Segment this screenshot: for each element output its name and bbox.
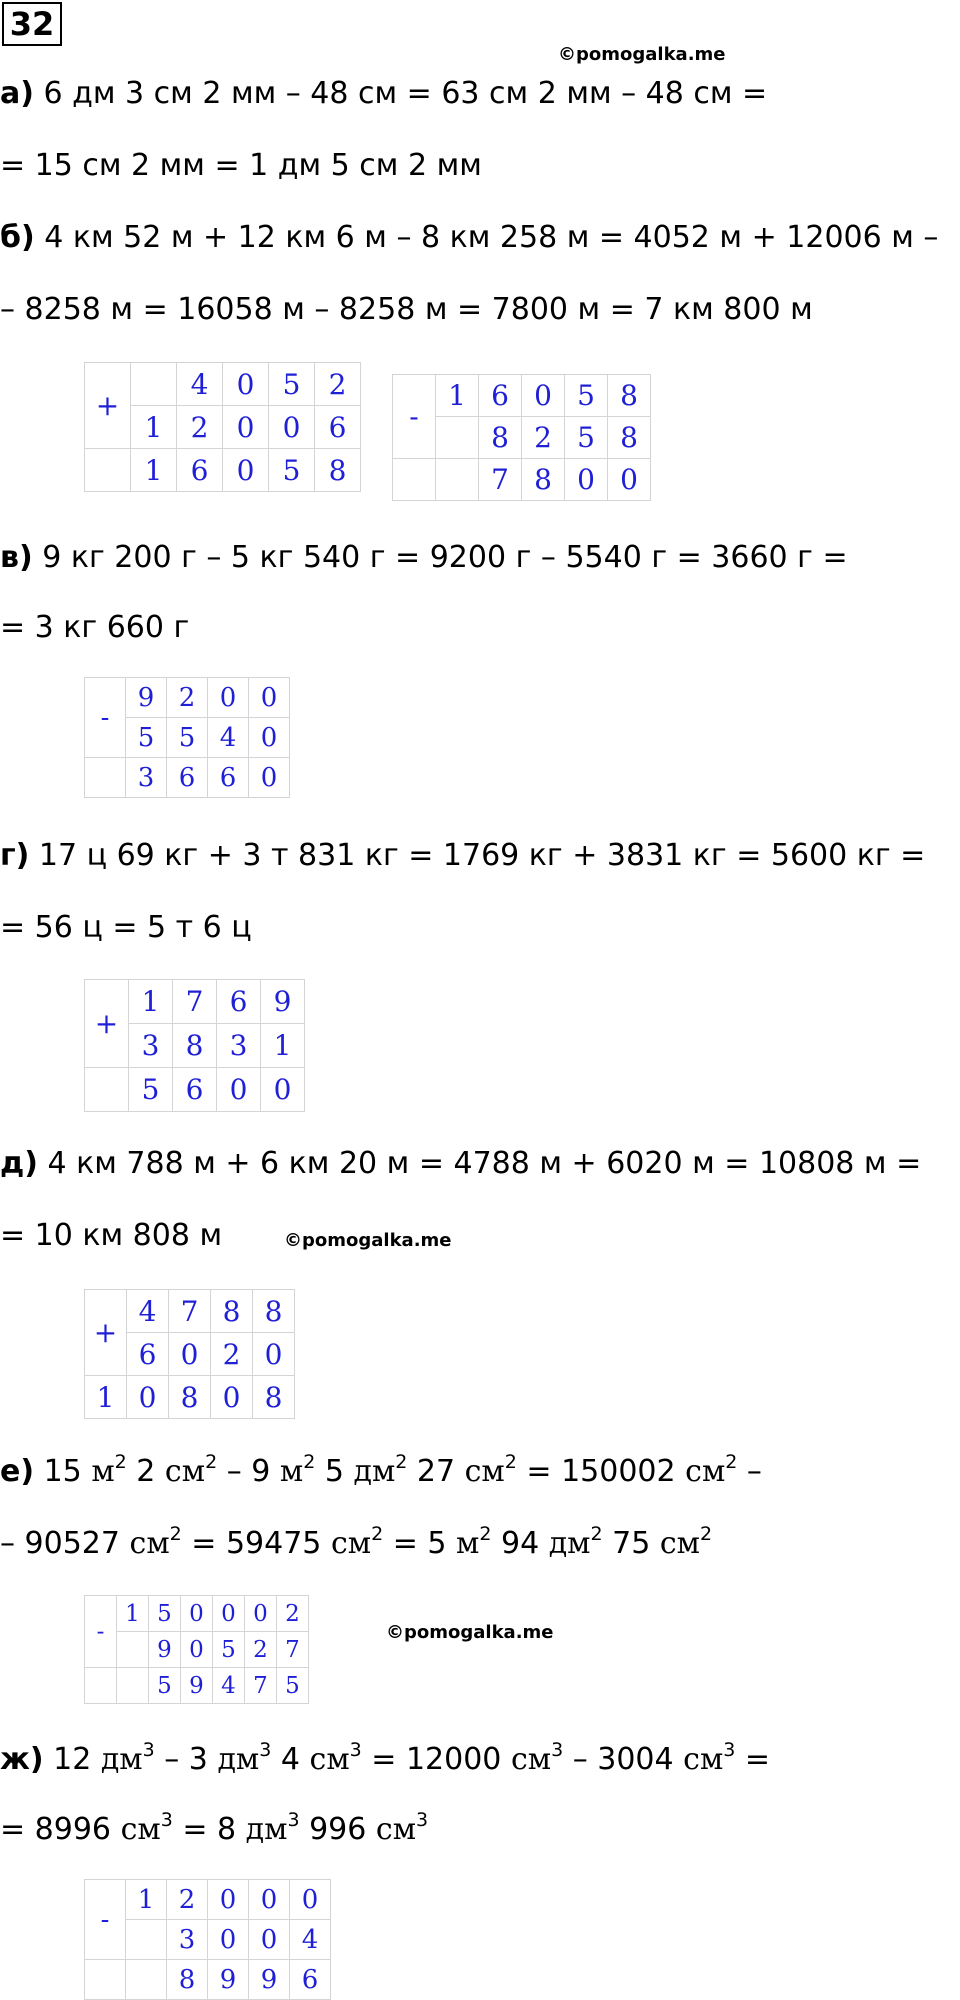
digit-cell: 0 (249, 758, 290, 798)
column-calc-addition-d (84, 1289, 295, 1419)
digit-cell: 0 (249, 678, 290, 718)
digit-cell: 9 (249, 1960, 290, 2000)
expression: – 8258 м = 16058 м – 8258 м = 7800 м = 7 км 800 м (0, 292, 813, 327)
digit-cell: 7 (245, 1668, 277, 1704)
expression: = 3 кг 660 г (0, 610, 190, 645)
operand-row (85, 980, 305, 1024)
result-row (85, 1668, 309, 1704)
digit-cell: 0 (522, 375, 565, 417)
expression: 9 кг 200 г – 5 кг 540 г = 9200 г – 5540 г = 3660 г = (32, 540, 848, 575)
digit-cell (126, 1960, 167, 2000)
column-calc-addition-b (84, 362, 361, 492)
expression: 75 (602, 1526, 660, 1561)
digit-cell (85, 449, 131, 492)
operator-sign: + (85, 980, 129, 1068)
unit: см (309, 1742, 350, 1777)
digit-cell: 6 (217, 980, 261, 1024)
part-d-line2 (0, 1216, 222, 1256)
digit-cell: 5 (213, 1632, 245, 1668)
operator-sign: + (85, 363, 131, 449)
unit: м (91, 1454, 115, 1489)
part-v-line1 (0, 538, 848, 578)
expression: 2 (126, 1454, 165, 1489)
digit-cell: 2 (211, 1333, 253, 1376)
digit-cell (131, 363, 177, 406)
digit-cell: 1 (436, 375, 479, 417)
expression: 94 (491, 1526, 549, 1561)
operand-row (85, 1290, 295, 1333)
exponent: 2 (114, 1451, 127, 1473)
part-label: ж) (0, 1742, 44, 1777)
digit-cell (436, 459, 479, 501)
digit-cell: 7 (277, 1632, 309, 1668)
digit-cell: 6 (127, 1333, 169, 1376)
operand-row (85, 363, 361, 406)
digit-cell: 0 (211, 1376, 253, 1419)
part-a-line2 (0, 146, 482, 186)
watermark: ©pomogalka.me (284, 1230, 452, 1251)
expression: – (737, 1454, 762, 1489)
digit-cell: 6 (315, 406, 361, 449)
exponent: 2 (371, 1523, 384, 1545)
expression: – 3 (154, 1742, 218, 1777)
exponent: 3 (259, 1739, 272, 1761)
part-b-line1 (0, 218, 938, 258)
exponent: 3 (287, 1809, 300, 1831)
digit-cell (436, 417, 479, 459)
digit-cell: 8 (167, 1960, 208, 2000)
digit-cell: 5 (565, 375, 608, 417)
digit-cell: 3 (129, 1024, 173, 1068)
part-zh-line2 (0, 1810, 428, 1850)
expression: 996 (299, 1812, 376, 1847)
unit: дм (100, 1742, 143, 1777)
expression: = 12000 (361, 1742, 511, 1777)
digit-cell: 8 (479, 417, 522, 459)
digit-cell: 8 (608, 375, 651, 417)
part-label: е) (0, 1454, 35, 1489)
digit-cell: 5 (269, 363, 315, 406)
digit-cell: 3 (217, 1024, 261, 1068)
digit-cell: 4 (127, 1290, 169, 1333)
result-row (85, 449, 361, 492)
expression: = (735, 1742, 771, 1777)
digit-cell: 0 (169, 1333, 211, 1376)
digit-cell: 0 (223, 449, 269, 492)
part-label: в) (0, 540, 33, 575)
digit-cell: 0 (565, 459, 608, 501)
digit-cell: 5 (149, 1596, 181, 1632)
digit-cell: 8 (608, 417, 651, 459)
exponent: 3 (551, 1739, 564, 1761)
expression: 17 ц 69 кг + 3 т 831 кг = 1769 кг + 3831 кг = 5600 кг = (29, 838, 926, 873)
exponent: 2 (590, 1523, 603, 1545)
part-label: д) (0, 1146, 38, 1181)
result-row (85, 1068, 305, 1112)
exponent: 2 (479, 1523, 492, 1545)
unit: см (464, 1454, 505, 1489)
part-g-line2 (0, 908, 252, 948)
digit-cell: 2 (167, 678, 208, 718)
expression: 4 км 788 м + 6 км 20 м = 4788 м + 6020 м = 10808 м = (37, 1146, 922, 1181)
unit: см (164, 1454, 206, 1489)
watermark: ©pomogalka.me (558, 44, 726, 65)
digit-cell: 1 (131, 449, 177, 492)
digit-cell: 2 (277, 1596, 309, 1632)
exponent: 2 (303, 1451, 316, 1473)
digit-cell: 8 (169, 1376, 211, 1419)
digit-cell: 1 (131, 406, 177, 449)
unit: см (129, 1526, 170, 1561)
unit: см (659, 1526, 700, 1561)
exponent: 2 (205, 1451, 218, 1473)
digit-cell: 6 (177, 449, 223, 492)
digit-cell: 4 (208, 718, 249, 758)
digit-cell: 0 (253, 1333, 295, 1376)
digit-cell: 0 (290, 1880, 331, 1920)
digit-cell: 0 (269, 406, 315, 449)
digit-cell (117, 1632, 149, 1668)
expression: = 8996 (0, 1812, 121, 1847)
operator-sign: - (85, 1596, 117, 1668)
exercise-number: 32 (2, 2, 62, 46)
digit-cell (85, 758, 126, 798)
digit-cell: 0 (208, 1880, 249, 1920)
expression: = 56 ц = 5 т 6 ц (0, 910, 252, 945)
digit-cell: 9 (126, 678, 167, 718)
unit: дм (548, 1526, 591, 1561)
part-b-line2 (0, 290, 813, 330)
result-row (393, 459, 651, 501)
exponent: 3 (349, 1739, 362, 1761)
digit-cell: 6 (208, 758, 249, 798)
digit-cell: 1 (85, 1376, 127, 1419)
part-e-line2 (0, 1524, 712, 1564)
digit-cell: 5 (565, 417, 608, 459)
unit: см (375, 1812, 417, 1847)
digit-cell: 0 (223, 406, 269, 449)
digit-cell: 2 (245, 1632, 277, 1668)
column-calc-subtraction-v (84, 677, 290, 798)
digit-cell: 0 (127, 1376, 169, 1419)
digit-cell: 0 (208, 678, 249, 718)
unit: см (120, 1812, 161, 1847)
digit-cell (85, 1668, 117, 1704)
digit-cell: 2 (522, 417, 565, 459)
unit: дм (217, 1742, 260, 1777)
unit: см (510, 1742, 552, 1777)
unit: дм (353, 1454, 396, 1489)
expression: 12 (43, 1742, 101, 1777)
unit: см (685, 1454, 726, 1489)
part-d-line1 (0, 1144, 921, 1184)
digit-cell: 8 (211, 1290, 253, 1333)
operator-sign: + (85, 1290, 127, 1376)
expression: = 59475 (181, 1526, 331, 1561)
digit-cell: 2 (315, 363, 361, 406)
column-calc-subtraction-e (84, 1595, 309, 1704)
digit-cell: 9 (208, 1960, 249, 2000)
part-label: а) (0, 76, 34, 111)
column-calc-addition-g (84, 979, 305, 1112)
digit-cell: 4 (177, 363, 223, 406)
digit-cell: 7 (173, 980, 217, 1024)
exponent: 3 (416, 1809, 429, 1831)
result-row (85, 1960, 331, 2000)
operand-row (393, 375, 651, 417)
digit-cell (85, 1068, 129, 1112)
exponent: 2 (395, 1451, 408, 1473)
digit-cell: 0 (181, 1596, 213, 1632)
digit-cell (85, 1960, 126, 2000)
digit-cell: 9 (181, 1668, 213, 1704)
operator-sign: - (393, 375, 436, 459)
expression: = 10 км 808 м (0, 1218, 223, 1253)
operator-sign: - (85, 678, 126, 758)
part-v-line2 (0, 608, 189, 648)
digit-cell: 8 (173, 1024, 217, 1068)
expression: – 3004 (563, 1742, 684, 1777)
operator-sign: - (85, 1880, 126, 1960)
exponent: 2 (725, 1451, 738, 1473)
digit-cell: 7 (479, 459, 522, 501)
result-row (85, 1376, 295, 1419)
part-zh-line1 (0, 1740, 770, 1780)
digit-cell: 6 (167, 758, 208, 798)
exponent: 3 (142, 1739, 155, 1761)
expression: 4 (271, 1742, 310, 1777)
digit-cell (126, 1920, 167, 1960)
digit-cell: 5 (129, 1068, 173, 1112)
digit-cell: 6 (173, 1068, 217, 1112)
digit-cell: 8 (315, 449, 361, 492)
digit-cell: 4 (290, 1920, 331, 1960)
expression: 6 дм 3 см 2 мм – 48 см = 63 см 2 мм – 48 см = (33, 76, 768, 111)
digit-cell: 3 (167, 1920, 208, 1960)
part-label: б) (0, 220, 35, 255)
digit-cell: 1 (117, 1596, 149, 1632)
digit-cell: 6 (479, 375, 522, 417)
digit-cell (117, 1668, 149, 1704)
digit-cell: 0 (249, 718, 290, 758)
digit-cell: 9 (261, 980, 305, 1024)
digit-cell: 8 (522, 459, 565, 501)
digit-cell: 0 (223, 363, 269, 406)
column-calc-subtraction-b (392, 374, 651, 501)
digit-cell: 8 (253, 1376, 295, 1419)
exponent: 2 (700, 1523, 713, 1545)
watermark: ©pomogalka.me (386, 1622, 554, 1643)
digit-cell: 0 (249, 1880, 290, 1920)
expression: 5 (315, 1454, 354, 1489)
part-g-line1 (0, 836, 925, 876)
digit-cell: 3 (126, 758, 167, 798)
expression: = 5 (383, 1526, 457, 1561)
unit: дм (245, 1812, 288, 1847)
exponent: 3 (160, 1809, 173, 1831)
digit-cell: 1 (129, 980, 173, 1024)
digit-cell: 1 (126, 1880, 167, 1920)
unit: см (330, 1526, 372, 1561)
part-a-line1 (0, 74, 767, 114)
digit-cell: 0 (213, 1596, 245, 1632)
digit-cell: 5 (126, 718, 167, 758)
digit-cell: 1 (261, 1024, 305, 1068)
digit-cell: 0 (249, 1920, 290, 1960)
part-label: г) (0, 838, 30, 873)
digit-cell: 2 (177, 406, 223, 449)
expression: 27 (407, 1454, 465, 1489)
exponent: 2 (504, 1451, 517, 1473)
digit-cell: 6 (290, 1960, 331, 2000)
expression: – 9 (217, 1454, 280, 1489)
digit-cell: 0 (261, 1068, 305, 1112)
digit-cell: 4 (213, 1668, 245, 1704)
expression: 4 км 52 м + 12 км 6 м – 8 км 258 м = 4052 м + 12006 м – (34, 220, 939, 255)
operand-row (85, 1596, 309, 1632)
column-calc-subtraction-zh (84, 1879, 331, 2000)
unit: см (683, 1742, 724, 1777)
digit-cell: 5 (167, 718, 208, 758)
digit-cell: 0 (608, 459, 651, 501)
exponent: 3 (723, 1739, 736, 1761)
expression: = 15 см 2 мм = 1 дм 5 см 2 мм (0, 148, 482, 183)
digit-cell: 9 (149, 1632, 181, 1668)
digit-cell: 2 (167, 1880, 208, 1920)
digit-cell: 7 (169, 1290, 211, 1333)
exponent: 2 (169, 1523, 182, 1545)
unit: м (279, 1454, 304, 1489)
digit-cell: 0 (181, 1632, 213, 1668)
part-e-line1 (0, 1452, 762, 1492)
operand-row (85, 1632, 309, 1668)
digit-cell: 5 (277, 1668, 309, 1704)
digit-cell (393, 459, 436, 501)
unit: м (456, 1526, 480, 1561)
expression: 15 (34, 1454, 92, 1489)
result-row (85, 758, 290, 798)
operand-row (85, 1880, 331, 1920)
digit-cell: 8 (253, 1290, 295, 1333)
digit-cell: 0 (208, 1920, 249, 1960)
digit-cell: 0 (217, 1068, 261, 1112)
expression: = 8 (172, 1812, 246, 1847)
digit-cell: 5 (269, 449, 315, 492)
digit-cell: 0 (245, 1596, 277, 1632)
expression: – 90527 (0, 1526, 130, 1561)
digit-cell: 5 (149, 1668, 181, 1704)
operand-row (85, 678, 290, 718)
expression: = 150002 (516, 1454, 686, 1489)
